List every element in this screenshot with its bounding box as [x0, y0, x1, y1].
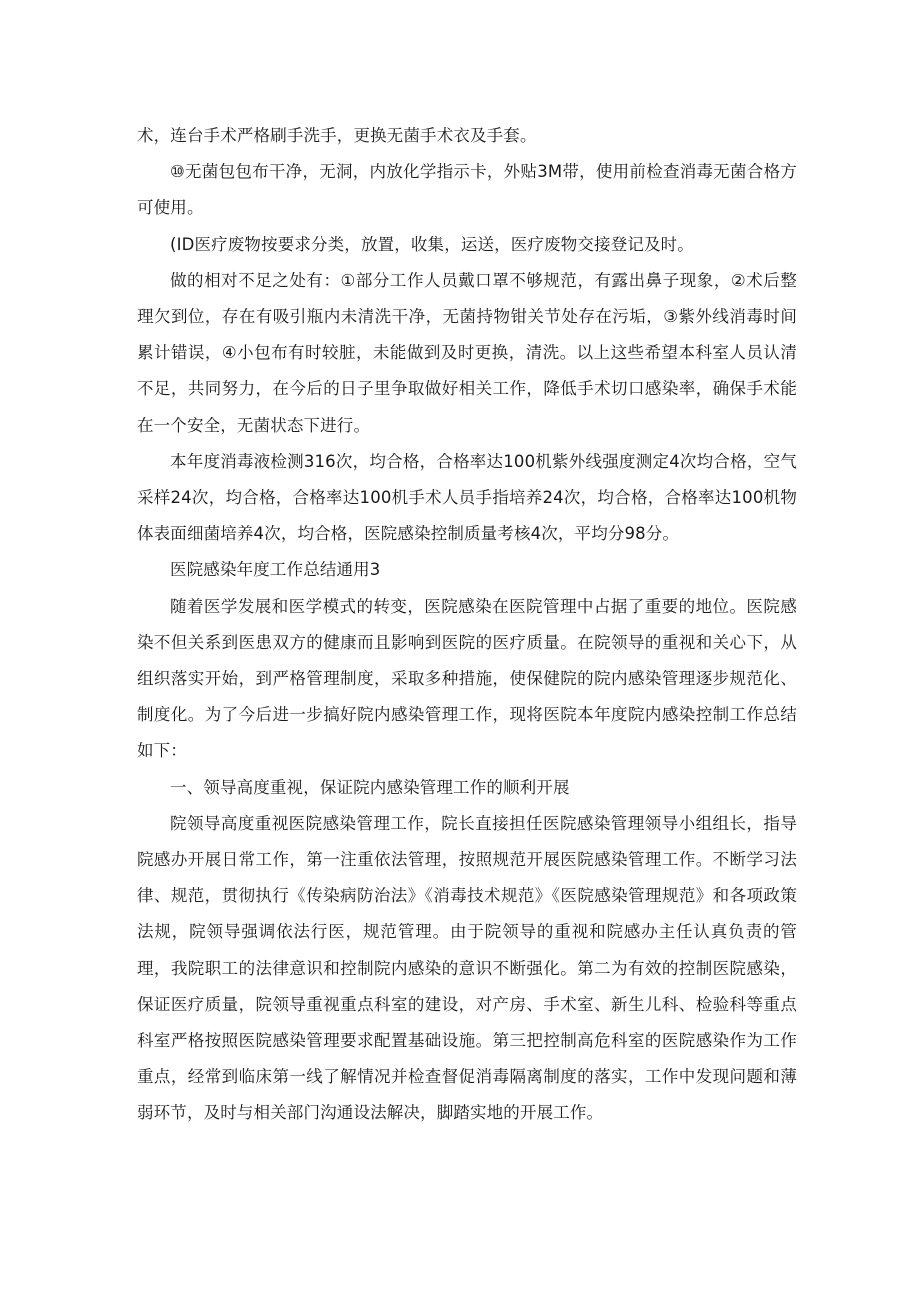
paragraph-introduction: 随着医学发展和医学模式的转变，医院感染在医院管理中占据了重要的地位。医院感染不但关系到医患双方的健康而且影响到医院的医疗质量。在院领导的重视和关心下，从组织落实开始，到严格管理制度，采取多种措施，使保健院的院内感染管理逐步规范化、制度化。为了今后进一步搞好院内感染管理工作，现将医院本年度院内感染控制工作总结如下：	[137, 596, 797, 761]
paragraph-surgery-handwash: 术，连台手术严格刷手洗手，更换无菌手术衣及手套。	[137, 126, 537, 145]
paragraph-leadership-details: 院领导高度重视医院感染管理工作，院长直接担任医院感染管理领导小组组长，指导院感办开展日常工作，第一注重依法管理，按照规范开展医院感染管理工作。不断学习法律、规范，贯彻执行《传染病防治法》《消毒技术规范》《医院感染管理规范》和各项政策法规，院领导强调依法行医，规范管理。由于院领导的重视和院感办主任认真负责的管理，我院职工的法律意识和控制院内感染的意识不断强化。第二为有效的控制医院感染，保证医疗质量，院领导重视重点科室的建设，对产房、手术室、新生儿科、检验科等重点科室严格按照医院感染管理要求配置基础设施。第三把控制高危科室的医院感染作为工作重点，经常到临床第一线了解情况并检查督促消毒隔离制度的落实，工作中发现问题和薄弱环节，及时与相关部门沟通设法解决，脚踏实地的开展工作。	[137, 813, 797, 1123]
paragraph-shortcomings: 做的相对不足之处有：①部分工作人员戴口罩不够规范，有露出鼻子现象，②术后整理欠到位，存在有吸引瓶内未清洗干净，无菌持物钳关节处存在污垢，③紫外线消毒时间累计错误，④小包布有时较脏，未能做到及时更换，清洗。以上这些希望本科室人员认清不足，共同努力，在今后的日子里争取做好相关工作，降低手术切口感染率，确保手术能在一个安全，无菌状态下进行。	[137, 270, 797, 435]
paragraph-sterile-pack: ⑩无菌包包布干净，无洞，内放化学指示卡，外贴3M带，使用前检查消毒无菌合格方可使用。	[137, 162, 797, 218]
paragraph-annual-testing: 本年度消毒液检测316次，均合格，合格率达100机紫外线强度测定4次均合格，空气采样24次，均合格，合格率达100机手术人员手指培养24次，均合格，合格率达100机物体表面细菌培养4次，均合格，医院感染控制质量考核4次，平均分98分。	[137, 451, 797, 544]
paragraph-medical-waste: (ID医疗废物按要求分类，放置，收集，运送，医疗废物交接登记及时。	[170, 234, 694, 254]
section-heading-leadership: 一、领导高度重视，保证院内感染管理工作的顺利开展	[170, 777, 570, 797]
document-body	[137, 118, 797, 1132]
section-title: 医院感染年度工作总结通用3	[170, 560, 381, 580]
